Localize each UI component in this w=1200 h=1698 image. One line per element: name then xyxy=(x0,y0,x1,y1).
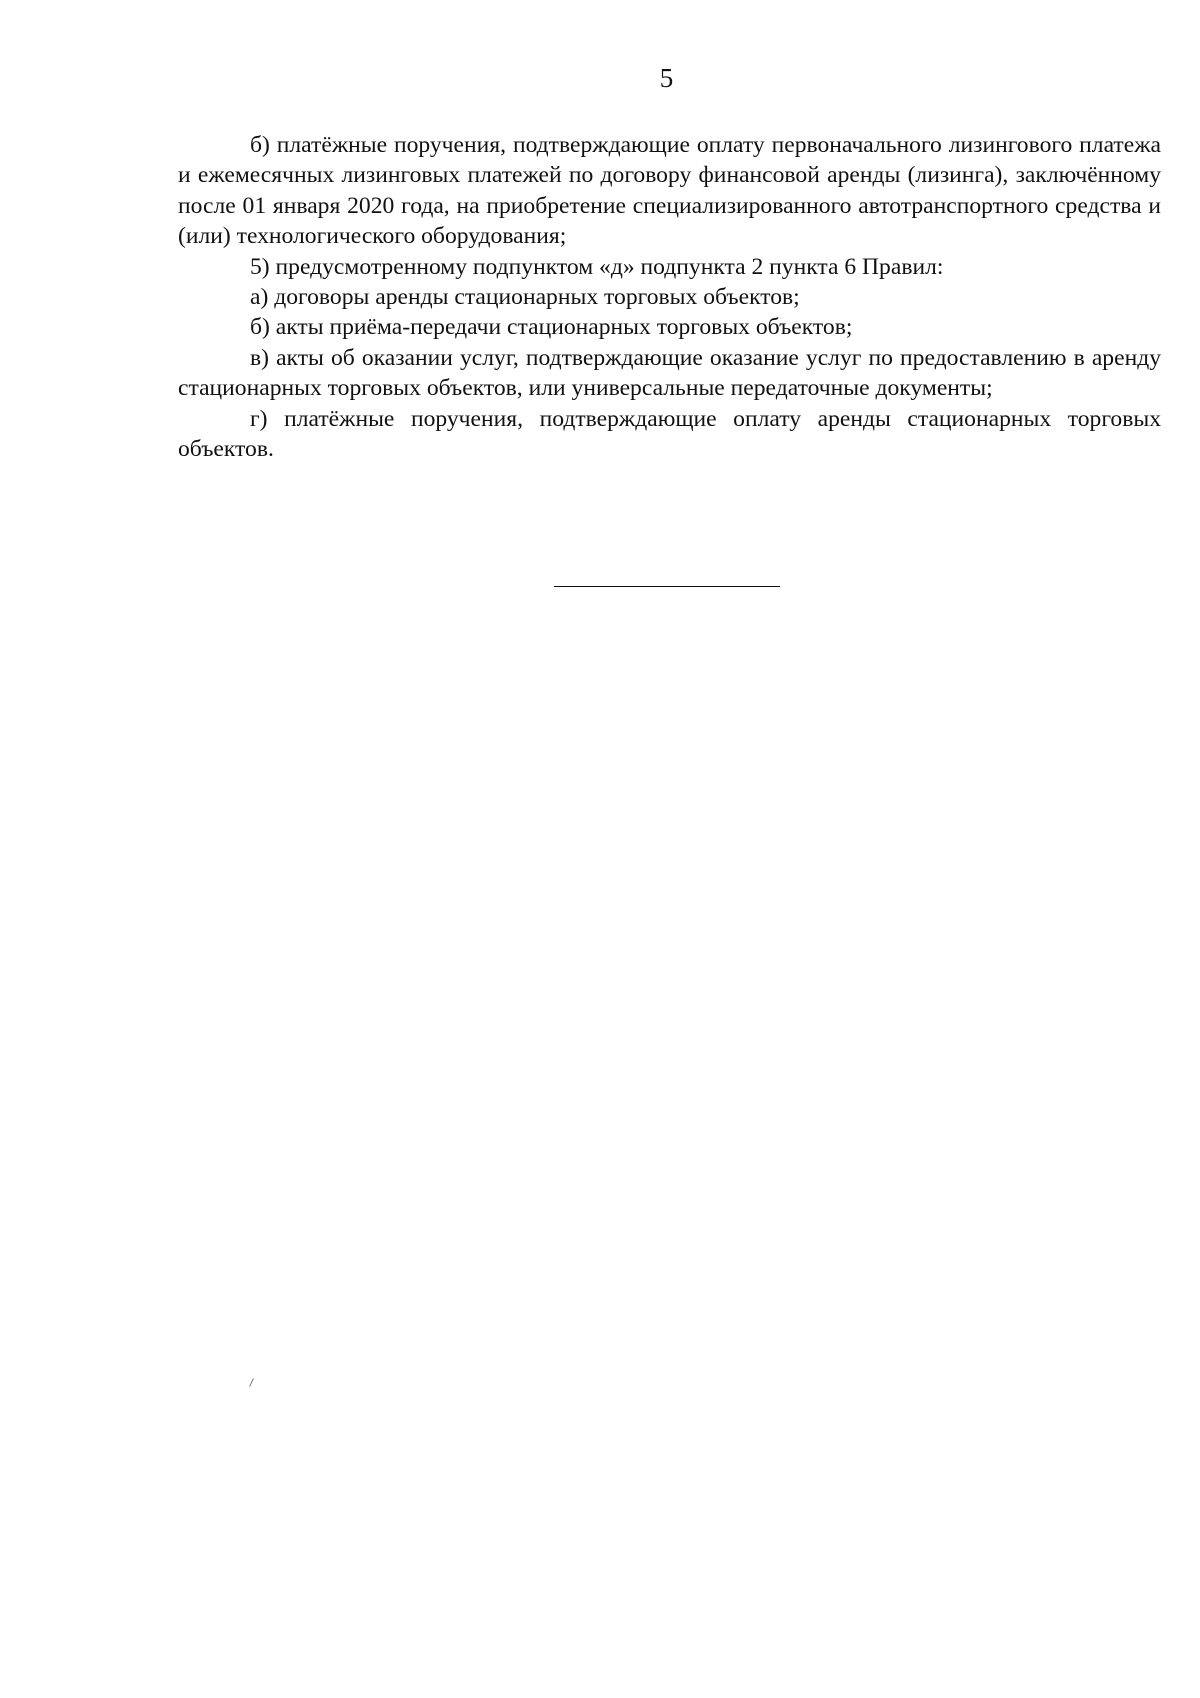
scan-artifact-mark xyxy=(249,1378,254,1387)
paragraph-item-b-leasing-payments: б) платёжные поручения, подтверждающие оплату первоначального лизингового платежа и ежемесячных лизинговых платежей по договору финансовой аренды (лизинга), заключённому после 01 января 2020 года, на приобретение специализированного автотранспортного средства и (или) технологического оборудования; xyxy=(178,132,1161,250)
paragraph-item-v-service-acts: в) акты об оказании услуг, подтверждающие оказание услуг по предоставлению в аренду стационарных торговых объектов, или универсальные передаточные документы; xyxy=(178,344,1161,402)
paragraph-item-g-payment-orders: г) платёжные поручения, подтверждающие оплату аренды стационарных торговых объектов. xyxy=(178,405,1161,463)
paragraph-item-b-transfer-acts: б) акты приёма-передачи стационарных торговых объектов; xyxy=(250,314,853,341)
page-number: 5 xyxy=(659,63,674,93)
paragraph-item-5-subclause-d: 5) предусмотренному подпунктом «д» подпункта 2 пункта 6 Правил: xyxy=(250,253,944,280)
end-of-document-rule xyxy=(554,586,780,587)
document-body xyxy=(178,130,1161,464)
paragraph-item-a-lease-contracts: а) договоры аренды стационарных торговых объектов; xyxy=(250,284,800,311)
